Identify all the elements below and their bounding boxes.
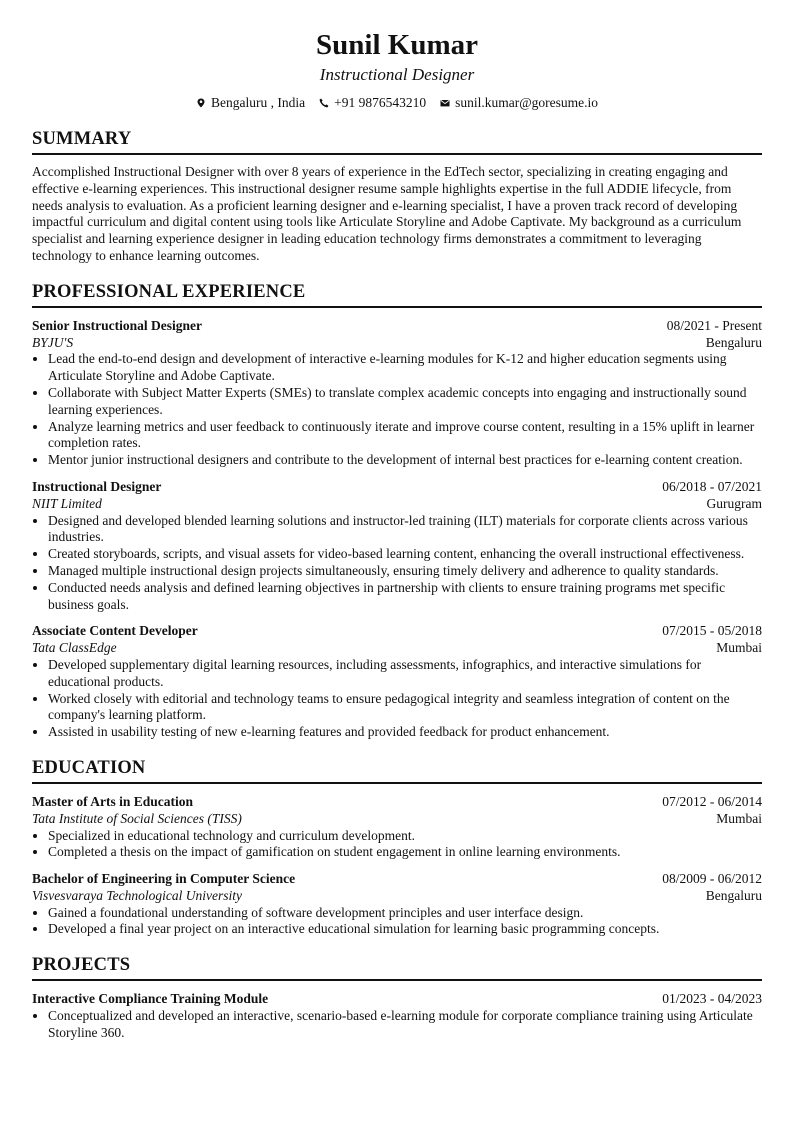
summary-section [32, 128, 762, 265]
job-bullets [32, 351, 762, 469]
job-location: Bengaluru [705, 334, 762, 350]
education-bullet: • Completed a thesis on the impact of gamification on student engagement in online learning environments. [48, 844, 762, 861]
education-header-row [32, 794, 762, 811]
contact-bar [32, 94, 762, 112]
projects-heading: PROJECTS [32, 954, 762, 981]
school-location: Bengaluru [705, 887, 762, 903]
job-bullet: • Managed multiple instructional design projects simultaneously, ensuring timely delivery and adherence to quality standards. [48, 563, 762, 580]
project-bullet: • Conceptualized and developed an interactive, scenario-based e-learning module for corporate compliance training using Articulate Storyline 360. [48, 1008, 762, 1042]
education-dates: 08/2009 - 06/2012 [662, 871, 762, 887]
job-bullet: • Conducted needs analysis and defined learning objectives in partnership with clients to ensure training programs met specific business goals. [48, 580, 762, 614]
job-dates: 08/2021 - Present [666, 317, 762, 333]
job-company: NIIT Limited [32, 495, 102, 511]
project-entry [32, 991, 762, 1041]
job-bullet: • Designed and developed blended learning solutions and instructor-led training (ILT) materials for corporate clients across various industries. [48, 513, 762, 547]
job-header-row [32, 318, 762, 335]
job-org-row [32, 335, 762, 352]
job-org-row [32, 640, 762, 657]
education-header-row [32, 871, 762, 888]
experience-heading: PROFESSIONAL EXPERIENCE [32, 281, 762, 308]
project-bullets [32, 1008, 762, 1042]
job-bullets [32, 513, 762, 614]
job-header-row [32, 479, 762, 496]
education-bullet: • Specialized in educational technology and curriculum development. [48, 828, 762, 845]
job-dates: 06/2018 - 07/2021 [662, 478, 762, 494]
education-bullets [32, 828, 762, 862]
school-name: Tata Institute of Social Sciences (TISS) [32, 810, 242, 826]
job-entry [32, 318, 762, 469]
phone-icon [319, 98, 329, 108]
education-org-row [32, 888, 762, 905]
job-bullet: • Mentor junior instructional designers and contribute to the development of internal best practices for e-learning content creation. [48, 452, 762, 469]
contact-phone[interactable] [319, 94, 426, 112]
email-text: sunil.kumar@goresume.io [455, 95, 599, 110]
job-company: BYJU'S [32, 334, 74, 350]
education-org-row [32, 811, 762, 828]
phone-text: +91 9876543210 [334, 95, 427, 110]
project-dates: 01/2023 - 04/2023 [662, 991, 762, 1007]
job-bullet: • Created storyboards, scripts, and visual assets for video-based learning content, enhancing the overall instructional effectiveness. [48, 546, 762, 563]
education-entry [32, 871, 762, 938]
job-company: Tata ClassEdge [32, 640, 117, 656]
job-location: Gurugram [706, 495, 762, 511]
job-bullet: • Analyze learning metrics and user feedback to continuously iterate and improve course content, resulting in a 15% uplift in learner completion rates. [48, 419, 762, 453]
job-entry [32, 479, 762, 613]
project-title: Interactive Compliance Training Module [32, 991, 269, 1007]
job-bullets [32, 657, 762, 741]
contact-email[interactable] [440, 94, 598, 112]
job-title: Associate Content Developer [32, 623, 198, 639]
job-bullet: • Collaborate with Subject Matter Experts (SMEs) to translate complex academic concepts into engaging and instructionally sound learning experiences. [48, 385, 762, 419]
job-org-row [32, 496, 762, 513]
project-header-row [32, 991, 762, 1008]
education-bullets [32, 905, 762, 939]
school-location: Mumbai [716, 810, 762, 826]
candidate-name: Sunil Kumar [316, 29, 478, 61]
job-bullet: • Assisted in usability testing of new e-learning features and provided feedback for product enhancement. [48, 724, 762, 741]
job-bullet: • Developed supplementary digital learning resources, including assessments, infographics, and interactive simulations for educational products. [48, 657, 762, 691]
job-bullet: • Lead the end-to-end design and development of interactive e-learning modules for K-12 and higher education segments using Articulate Storyline and Adobe Captivate. [48, 351, 762, 385]
location-text: Bengaluru , India [210, 95, 306, 110]
education-bullet: • Developed a final year project on an interactive educational simulation for learning basic programming concepts. [48, 921, 762, 938]
job-title: Instructional Designer [32, 478, 162, 494]
school-name: Visvesvaraya Technological University [32, 887, 242, 903]
contact-location [196, 94, 305, 112]
candidate-title: Instructional Designer [319, 65, 475, 84]
job-location: Mumbai [716, 640, 762, 656]
education-dates: 07/2012 - 06/2014 [662, 793, 762, 809]
summary-text: Accomplished Instructional Designer with over 8 years of experience in the EdTech sector, specializing in creating engaging and effective e-learning experiences. This instructional designer resume sample highlights expertise in the full ADDIE lifecycle, from needs analysis to evaluation. As a proficient learning designer and e-learning specialist, I have a proven track record of developing impactful curriculum and digital content using tools like Articulate Storyline and Adobe Captivate. My background as a curriculum specialist and learning experience designer in leading education technology firms demonstrates a commitment to leveraging technology to enhance learning outcomes. [32, 164, 742, 263]
education-heading: EDUCATION [32, 757, 762, 784]
email-icon [440, 98, 450, 108]
education-entry [32, 794, 762, 861]
job-title: Senior Instructional Designer [32, 317, 203, 333]
projects-section [32, 954, 762, 1041]
summary-heading: SUMMARY [32, 128, 762, 155]
location-pin-icon [196, 98, 206, 108]
education-bullet: • Gained a foundational understanding of software development principles and user interface design. [48, 905, 762, 922]
education-section [32, 757, 762, 938]
job-dates: 07/2015 - 05/2018 [662, 623, 762, 639]
job-entry [32, 623, 762, 741]
job-header-row [32, 623, 762, 640]
degree-title: Bachelor of Engineering in Computer Science [32, 871, 296, 887]
experience-section [32, 281, 762, 741]
degree-title: Master of Arts in Education [32, 793, 193, 809]
job-bullet: • Worked closely with editorial and technology teams to ensure pedagogical integrity and seamless integration of content on the company's learning platform. [48, 691, 762, 725]
